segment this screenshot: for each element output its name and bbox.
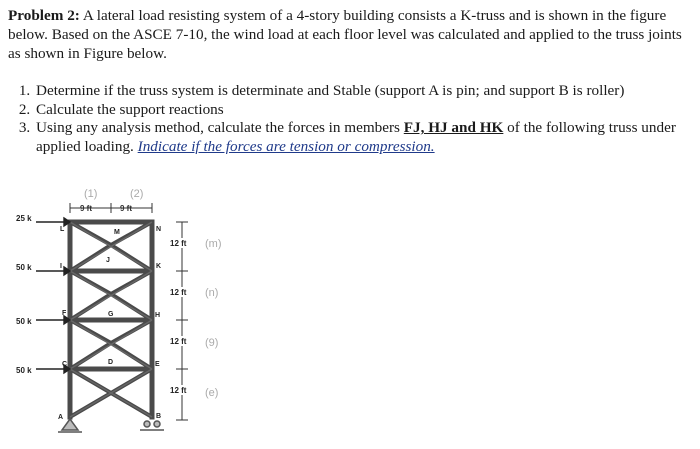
- k-brace: [70, 320, 114, 369]
- load-label: 25 k: [16, 214, 32, 223]
- pencil-note: (9): [205, 337, 219, 349]
- k-brace: [111, 369, 152, 417]
- k-brace: [70, 271, 111, 320]
- node-label: A: [58, 414, 64, 421]
- node-label: K: [156, 263, 162, 270]
- members-highlight: FJ, HJ and HK: [403, 119, 504, 136]
- node-label: D: [108, 359, 114, 366]
- k-brace: [111, 271, 152, 320]
- node-label: C: [62, 361, 68, 368]
- pencil-note: (m): [205, 238, 222, 250]
- story-height-label: 12 ft: [170, 239, 187, 248]
- support-b-roller: [140, 421, 164, 430]
- node-label: J: [106, 257, 110, 264]
- pencil-note: (1): [84, 188, 98, 200]
- k-brace: [70, 369, 111, 417]
- pencil-note: (2): [130, 188, 144, 200]
- dim-label-left: 9 ft: [80, 204, 92, 213]
- load-label: 50 k: [16, 263, 32, 272]
- load-label: 50 k: [16, 366, 32, 375]
- node-label: F: [62, 310, 67, 317]
- node-label: H: [155, 312, 161, 319]
- load-arrows: [36, 218, 70, 373]
- node-label: E: [155, 361, 160, 368]
- node-label: L: [60, 226, 65, 233]
- emphasis-text: Indicate if the forces are tension or compression.: [137, 137, 435, 155]
- story-height-label: 12 ft: [170, 337, 187, 346]
- dim-label-right: 9 ft: [120, 204, 132, 213]
- node-label: N: [156, 226, 162, 233]
- story-height-label: 12 ft: [170, 288, 187, 297]
- truss-members: [70, 222, 152, 417]
- load-label: 50 k: [16, 317, 32, 326]
- pencil-note: (n): [205, 287, 219, 299]
- node-label: B: [156, 413, 162, 420]
- node-label: M: [114, 229, 120, 236]
- k-brace: [70, 222, 111, 271]
- task-item: 2. Calculate the support reactions: [34, 101, 700, 120]
- node-label: I: [60, 263, 62, 270]
- k-brace: [111, 320, 152, 369]
- problem-heading: Problem 2:: [8, 7, 80, 24]
- problem-intro: A lateral load resisting system of a 4-story building consists a K-truss and is shown in the figure below. Based on the ASCE 7-10, the wind load at each floor level was calculated and applied to the truss joints as shown in Figure below.: [8, 7, 682, 62]
- node-label: G: [108, 311, 114, 318]
- task-item: 3. Using any analysis method, calculate the forces in members FJ, HJ and HK of the following truss under applied loading. Indicate if the forces are tension or compression.: [34, 119, 700, 156]
- task-item: 1. Determine if the truss system is determinate and Stable (support A is pin; and support B is roller): [34, 82, 700, 101]
- pencil-note: (e): [205, 387, 219, 399]
- story-height-label: 12 ft: [170, 386, 187, 395]
